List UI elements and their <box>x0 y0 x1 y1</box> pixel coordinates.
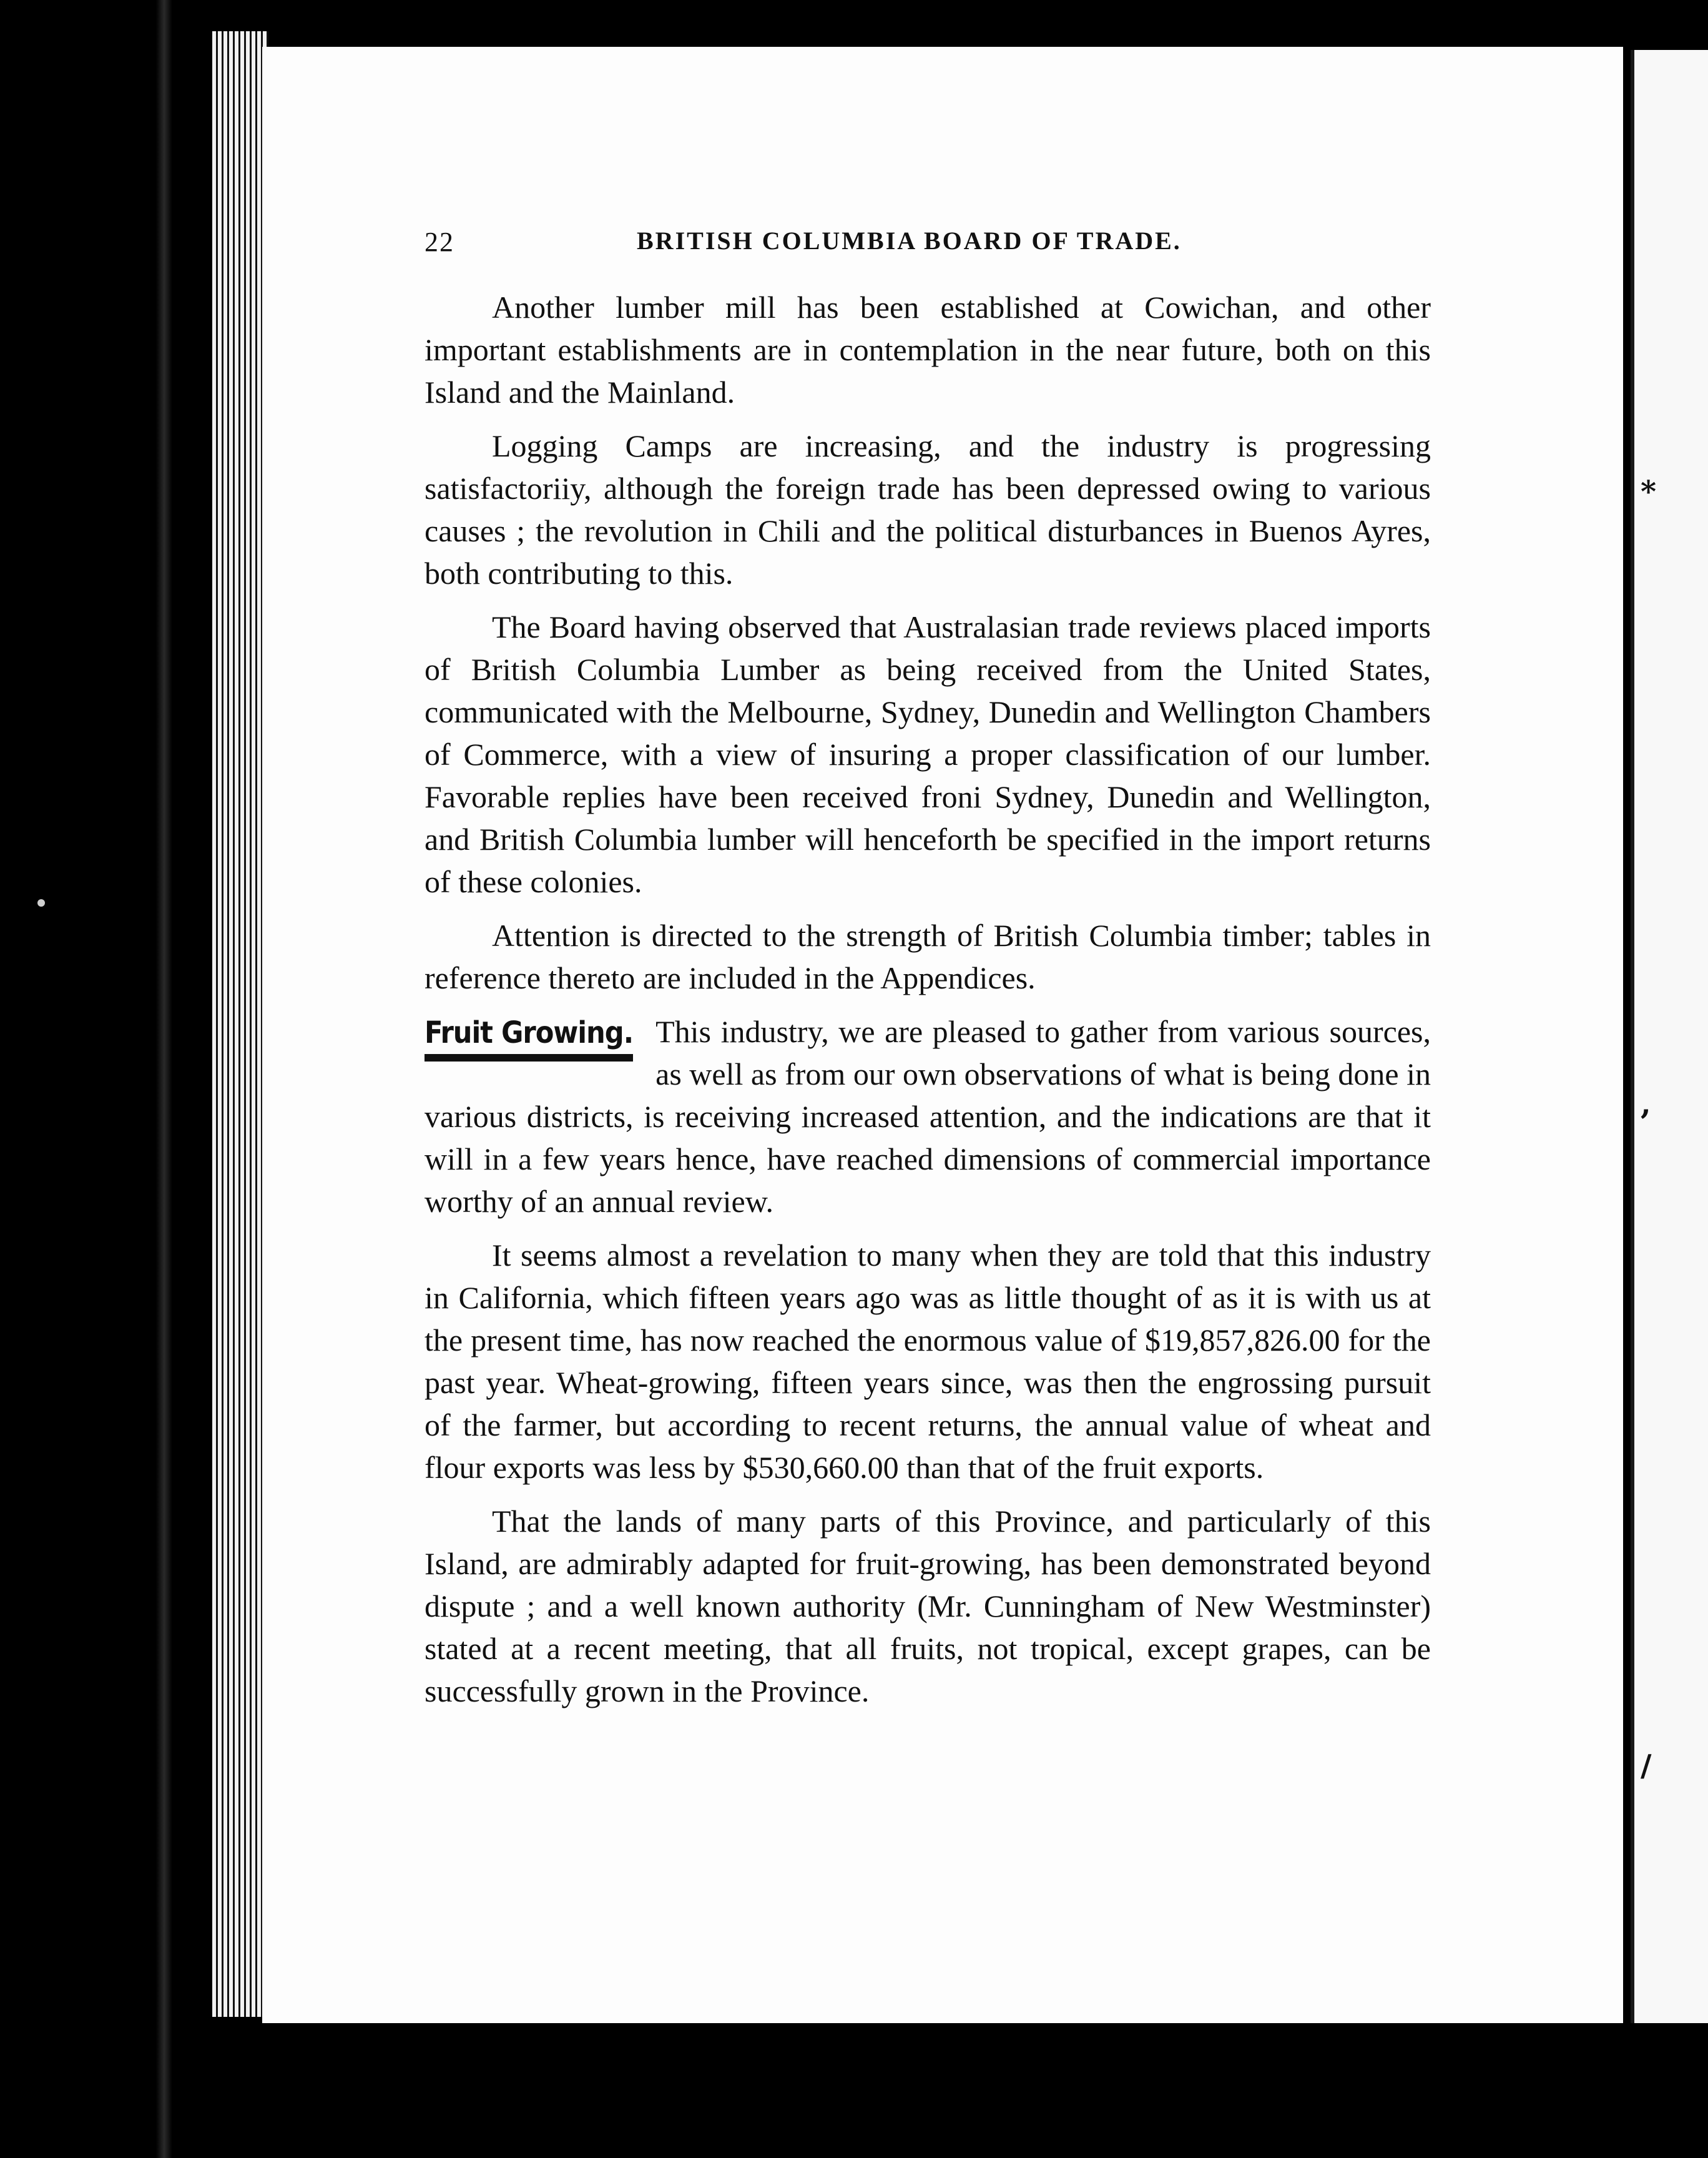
page-edges <box>212 31 268 2017</box>
paragraph: Logging Camps are increasing, and the industry is progressing satisfactoriiy, although the foreign trade has been depressed owing to various causes ; the revolution in Chili and the political disturbances in Buenos Ayres, both contributing to this. <box>425 428 1431 591</box>
body-text <box>425 286 1431 1723</box>
page-number: 22 <box>425 227 454 257</box>
fruit-growing-paragraph <box>425 1010 1431 1223</box>
facing-page-mark: / <box>1641 1748 1652 1783</box>
dust-speck <box>37 899 45 907</box>
paragraph: That the lands of many parts of this Province, and particularly of this Island, are admirably adapted for fruit-growing, has been demonstrated beyond dispute ; and a well known authority (Mr. Cunningham of New Westminster) stated at a recent meeting, that all fruits, not tropical, except grapes, can be successfully grown in the Province. <box>425 1504 1431 1708</box>
facing-page-mark: * <box>1641 475 1657 510</box>
side-heading: Fruit Growing. <box>425 1014 633 1062</box>
paragraph: It seems almost a revelation to many when they are told that this industry in California, which fifteen years ago was as little thought of as it is with us at the present time, has now reached the enormous value of $19,857,826.00 for the past year. Wheat-growing, fifteen years since, was then the engrossing pursuit of the farmer, but according to recent returns, the annual value of wheat and flour exports was less by $530,660.00 than that of the fruit exports. <box>425 1238 1431 1485</box>
running-title: BRITISH COLUMBIA BOARD OF TRADE. <box>637 227 1182 255</box>
paragraph: Attention is directed to the strength of British Columbia timber; tables in reference thereto are included in the Appendices. <box>425 918 1431 995</box>
facing-page-mark: , <box>1641 1086 1651 1121</box>
paragraph: The Board having observed that Australasian trade reviews placed imports of British Columbia Lumber as being received from the United States, communicated with the Melbourne, Sydney, Dunedin and Wellington Chambers of Commerce, with a view of insuring a proper classification of our lumber. Favorable replies have been received froni Sydney, Dunedin and Wellington, and British Columbia lumber will henceforth be specified in the import returns of these colonies. <box>425 609 1431 899</box>
paragraph: Another lumber mill has been established at Cowichan, and other important establishments are in contemplation in the near future, both on this Island and the Mainland. <box>425 290 1431 410</box>
binding-shadow <box>156 0 172 2158</box>
fruit-growing-text: This industry, we are pleased to gather from various sources, as well as from our own observations of what is being done in various districts, is receiving increased attention, and the indications are that it will in a few years hence, have reached dimensions of commercial importance worthy of an annual review. <box>425 1014 1431 1219</box>
facing-page-sliver <box>1631 50 1708 2023</box>
